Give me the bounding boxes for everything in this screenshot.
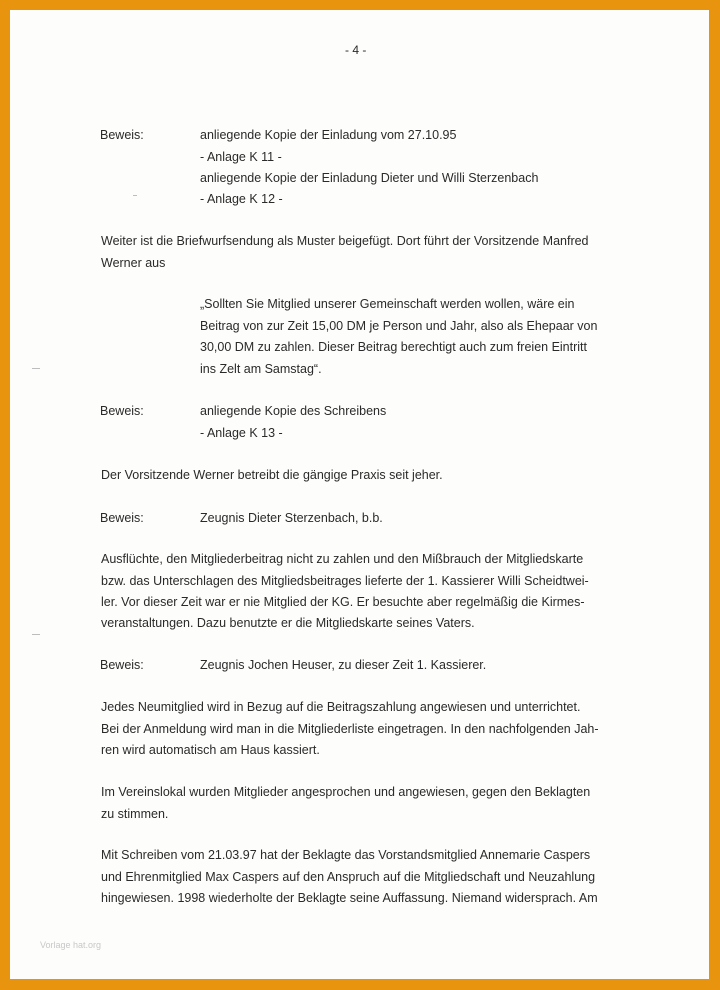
scan-speck bbox=[32, 368, 40, 369]
evidence-label-4: Beweis: bbox=[100, 658, 144, 672]
paragraph-6-line-2: und Ehrenmitglied Max Caspers auf den Anspruch auf die Mitgliedschaft und Neuzahlung bbox=[101, 870, 596, 884]
paragraph-3-line-3: ler. Vor dieser Zeit war er nie Mitglied der KG. Er besuchte aber regelmäßig die Kirmes- bbox=[101, 595, 585, 609]
paragraph-1-line-2: Werner aus bbox=[101, 256, 166, 270]
evidence-2-line-1: anliegende Kopie des Schreibens bbox=[200, 404, 387, 418]
document-page bbox=[10, 10, 709, 979]
paragraph-6-line-3: hingewiesen. 1998 wiederholte der Beklagte seine Auffassung. Niemand widersprach. Am bbox=[101, 891, 598, 905]
evidence-label-1: Beweis: bbox=[100, 128, 144, 142]
quote-line-2: Beitrag von zur Zeit 15,00 DM je Person und Jahr, also als Ehepaar von bbox=[200, 319, 598, 333]
paragraph-3-line-4: veranstaltungen. Dazu benutzte er die Mitgliedskarte seines Vaters. bbox=[101, 616, 475, 630]
evidence-1-line-4: - Anlage K 12 - bbox=[200, 192, 283, 206]
paragraph-2: Der Vorsitzende Werner betreibt die gängige Praxis seit jeher. bbox=[101, 468, 443, 482]
paragraph-3-line-2: bzw. das Unterschlagen des Mitgliedsbeitrages lieferte der 1. Kassierer Willi Scheidtwei- bbox=[101, 574, 589, 588]
paragraph-5-line-2: zu stimmen. bbox=[101, 807, 169, 821]
evidence-label-2: Beweis: bbox=[100, 404, 144, 418]
paragraph-4-line-3: ren wird automatisch am Haus kassiert. bbox=[101, 743, 320, 757]
quote-line-4: ins Zelt am Samstag“. bbox=[200, 362, 322, 376]
evidence-label-3: Beweis: bbox=[100, 511, 144, 525]
evidence-3-text: Zeugnis Dieter Sterzenbach, b.b. bbox=[200, 511, 383, 525]
evidence-1-line-2: - Anlage K 11 - bbox=[200, 150, 282, 164]
evidence-4-text: Zeugnis Jochen Heuser, zu dieser Zeit 1. Kassierer. bbox=[200, 658, 487, 672]
footer-watermark: Vorlage hat.org bbox=[40, 940, 102, 950]
paragraph-4-line-1: Jedes Neumitglied wird in Bezug auf die Beitragszahlung angewiesen und unterrichtet. bbox=[101, 700, 581, 714]
paragraph-4-line-2: Bei der Anmeldung wird man in die Mitgliederliste eingetragen. In den nachfolgenden Jah- bbox=[101, 722, 599, 736]
evidence-2-line-2: - Anlage K 13 - bbox=[200, 426, 283, 440]
quote-line-3: 30,00 DM zu zahlen. Dieser Beitrag berechtigt auch zum freien Eintritt bbox=[200, 340, 587, 354]
scan-speck bbox=[32, 634, 40, 635]
paragraph-1-line-1: Weiter ist die Briefwurfsendung als Muster beigefügt. Dort führt der Vorsitzende Manfred bbox=[101, 234, 589, 248]
paragraph-3-line-1: Ausflüchte, den Mitgliederbeitrag nicht zu zahlen und den Mißbrauch der Mitgliedskarte bbox=[101, 552, 584, 566]
scan-speck bbox=[133, 195, 137, 196]
evidence-1-line-1: anliegende Kopie der Einladung vom 27.10.95 bbox=[200, 128, 457, 142]
page-number: - 4 - bbox=[345, 43, 367, 57]
evidence-1-line-3: anliegende Kopie der Einladung Dieter und Willi Sterzenbach bbox=[200, 171, 539, 185]
quote-line-1: „Sollten Sie Mitglied unserer Gemeinschaft werden wollen, wäre ein bbox=[200, 297, 575, 311]
paragraph-5-line-1: Im Vereinslokal wurden Mitglieder angesprochen und angewiesen, gegen den Beklagten bbox=[101, 785, 591, 799]
paragraph-6-line-1: Mit Schreiben vom 21.03.97 hat der Beklagte das Vorstandsmitglied Annemarie Caspers bbox=[101, 848, 591, 862]
